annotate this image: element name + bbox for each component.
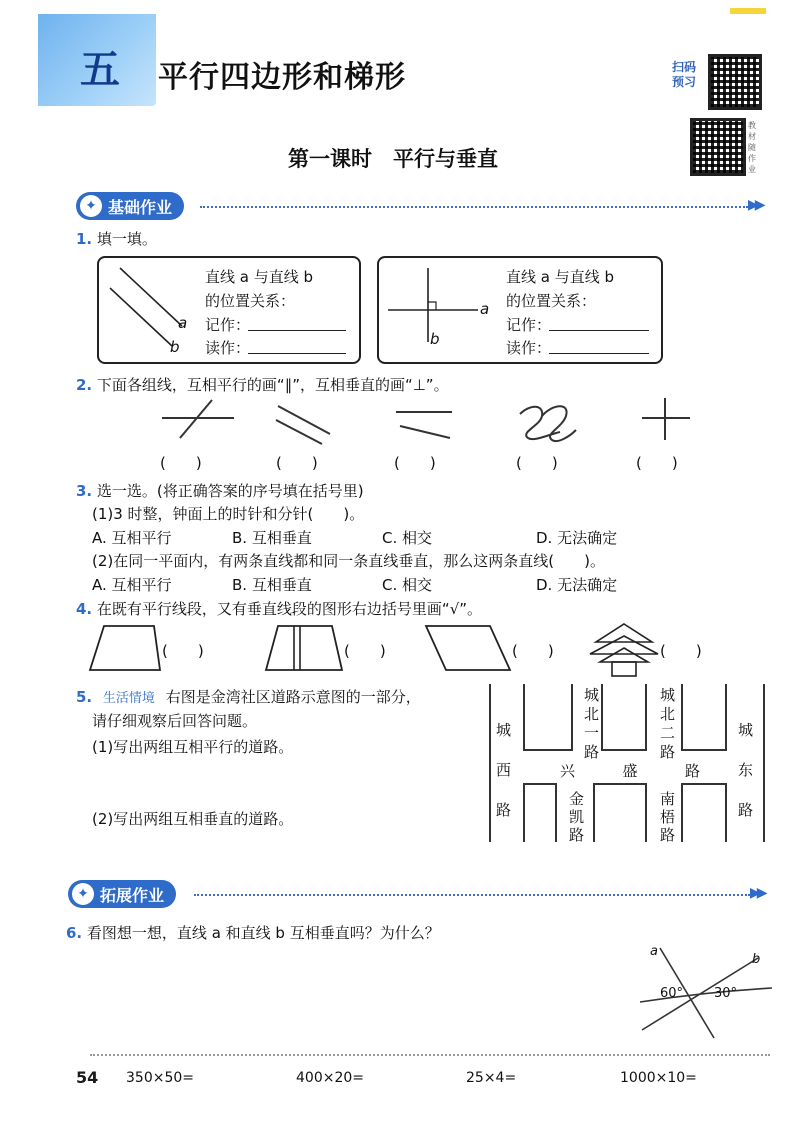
line-group-3 <box>396 412 452 438</box>
question-2 <box>76 374 449 395</box>
q1-right-record-label: 记作： <box>506 316 552 334</box>
question-text: 下面各组线，互相平行的画“∥”，互相垂直的画“⊥”。 <box>96 376 449 394</box>
road-char: 路 <box>684 762 700 780</box>
trapezoid-shape <box>90 626 160 670</box>
label-b: b <box>752 952 761 967</box>
line-group-2 <box>276 406 330 444</box>
arrow-tree-shape <box>590 624 658 676</box>
unit-title: 平行四边形和梯形 <box>158 60 406 95</box>
question-text: 选一选。(将正确答案的序号填在括号里) <box>96 482 364 500</box>
question-text: 填一填。 <box>96 230 157 248</box>
q5-text2: 请仔细观察后回答问题。 <box>92 712 258 730</box>
line-group-5 <box>642 398 690 440</box>
q1-right-read-blank[interactable] <box>549 353 649 354</box>
unit-number: 五 <box>80 47 120 93</box>
question-4 <box>76 598 482 619</box>
option-a[interactable]: A. 互相平行 <box>92 529 172 547</box>
parallelogram-shape <box>426 626 510 670</box>
road-char: 兴 <box>560 762 576 780</box>
option-d[interactable]: D. 无法确定 <box>536 529 618 547</box>
answer-paren[interactable]: ( ) <box>344 642 386 660</box>
answer-paren[interactable]: ( ) <box>512 642 554 660</box>
lightbulb-icon: ✦ <box>80 195 102 217</box>
question-1 <box>76 228 157 249</box>
road-char: 金 <box>569 790 585 808</box>
q3-sub2: (2)在同一平面内，有两条直线都和同一条直线垂直，那么这两条直线( )。 <box>92 552 605 570</box>
q1-right-read-label: 读作： <box>506 339 552 357</box>
label-b: b <box>430 330 440 348</box>
road-label-chengbei2 <box>660 686 676 762</box>
question-text: 在既有平行线段，又有垂直线段的图形右边括号里画“√”。 <box>96 600 483 618</box>
question-number: 1. <box>76 230 93 248</box>
answer-paren[interactable]: ( ) <box>160 454 202 472</box>
road-char: 城 <box>584 686 600 704</box>
top-corner-mark <box>730 8 766 14</box>
footer-calc: 1000×10= <box>620 1070 697 1086</box>
angle-60: 60° <box>660 986 684 1001</box>
qr-code-icon[interactable] <box>690 118 746 176</box>
road-label-nanwu <box>660 790 676 844</box>
section-extended-header <box>68 880 176 908</box>
section-extended-label: 拓展作业 <box>100 885 165 905</box>
answer-paren[interactable]: ( ) <box>276 454 318 472</box>
road-label-chengdong <box>738 710 754 830</box>
road-char: 城 <box>496 721 512 739</box>
q1-right-line1: 直线 a 与直线 b <box>506 268 615 286</box>
angle-30: 30° <box>714 986 738 1001</box>
road-char: 路 <box>496 801 512 819</box>
answer-paren[interactable]: ( ) <box>516 454 558 472</box>
footer-calc: 350×50= <box>126 1070 194 1086</box>
double-arrow-icon: ▶▶ <box>750 885 764 901</box>
double-arrow-icon: ▶▶ <box>748 197 762 213</box>
question-number: 4. <box>76 600 93 618</box>
road-char: 北 <box>584 705 600 723</box>
section-divider <box>194 894 750 896</box>
road-char: 城 <box>738 721 754 739</box>
road-char: 路 <box>569 826 585 844</box>
label-a: a <box>480 300 490 318</box>
q1-left-record-label: 记作： <box>205 316 251 334</box>
q5-sub1: (1)写出两组互相平行的道路。 <box>92 738 294 756</box>
life-situation-tag: 生活情境 <box>102 691 155 706</box>
road-char: 东 <box>738 761 754 779</box>
answer-paren[interactable]: ( ) <box>162 642 204 660</box>
section-divider <box>200 206 748 208</box>
road-char: 盛 <box>622 762 638 780</box>
road-label-jinkai <box>569 790 585 844</box>
q2-line-groups <box>150 396 710 456</box>
road-label-xingsheng <box>560 760 700 781</box>
answer-paren[interactable]: ( ) <box>660 642 702 660</box>
road-char: 北 <box>660 705 676 723</box>
road-char: 路 <box>660 743 676 761</box>
q1-left-read-label: 读作： <box>205 339 251 357</box>
question-text: 右图是金湾社区道路示意图的一部分， <box>165 688 421 706</box>
footer-calc: 400×20= <box>296 1070 364 1086</box>
road-label-chengbei1 <box>584 686 600 762</box>
road-char: 路 <box>660 826 676 844</box>
road-char: 凯 <box>569 808 585 826</box>
line-group-1 <box>162 400 234 438</box>
question-number: 2. <box>76 376 93 394</box>
lightbulb-icon: ✦ <box>72 883 94 905</box>
q1-left-line1: 直线 a 与直线 b <box>205 268 314 286</box>
question-5 <box>76 686 421 707</box>
road-char: 城 <box>660 686 676 704</box>
question-text: 看图想一想，直线 a 和直线 b 互相垂直吗？为什么？ <box>86 924 440 942</box>
road-char: 南 <box>660 790 676 808</box>
label-a: a <box>650 944 658 959</box>
label-b: b <box>170 338 180 356</box>
road-char: 一 <box>584 724 600 742</box>
road-label-chengxi <box>496 710 512 830</box>
q1-left-record-blank[interactable] <box>248 330 346 331</box>
label-a: a <box>178 314 188 332</box>
q1-right-line2: 的位置关系： <box>506 292 597 310</box>
question-6 <box>66 922 440 943</box>
scan-preview-label: 扫码预习 <box>672 60 697 89</box>
section-basic-header <box>76 192 184 220</box>
q1-left-line2: 的位置关系： <box>205 292 296 310</box>
q3-sub1: (1)3 时整，钟面上的时针和分针( )。 <box>92 505 365 523</box>
answer-paren[interactable]: ( ) <box>394 454 436 472</box>
question-number: 6. <box>66 924 83 942</box>
option-a[interactable]: A. 互相平行 <box>92 576 172 594</box>
question-3 <box>76 480 364 501</box>
answer-paren[interactable]: ( ) <box>636 454 678 472</box>
road-char: 路 <box>738 801 754 819</box>
option-d[interactable]: D. 无法确定 <box>536 576 618 594</box>
option-b[interactable]: B. 互相垂直 <box>232 529 312 547</box>
road-char: 西 <box>496 761 512 779</box>
line-group-4 <box>520 406 576 441</box>
question-number: 3. <box>76 482 93 500</box>
lesson-title: 第一课时 平行与垂直 <box>288 147 498 171</box>
option-b[interactable]: B. 互相垂直 <box>232 576 312 594</box>
qr-code-icon[interactable] <box>708 54 762 110</box>
q1-left-read-blank[interactable] <box>248 353 346 354</box>
question-number: 5. <box>76 688 93 706</box>
section-basic-label: 基础作业 <box>108 197 173 217</box>
divided-trapezoid-shape <box>266 626 342 670</box>
option-c[interactable]: C. 相交 <box>382 576 433 594</box>
road-char: 梧 <box>660 808 676 826</box>
road-char: 路 <box>584 743 600 761</box>
page-number: 54 <box>76 1068 99 1087</box>
side-label: 教材随作业 <box>748 121 756 174</box>
footer-calc: 25×4= <box>466 1070 517 1086</box>
option-c[interactable]: C. 相交 <box>382 529 433 547</box>
q5-sub2: (2)写出两组互相垂直的道路。 <box>92 810 294 828</box>
q1-right-record-blank[interactable] <box>549 330 649 331</box>
footer-divider <box>90 1054 770 1056</box>
parallel-lines-figure <box>100 260 200 358</box>
road-char: 二 <box>660 724 676 742</box>
